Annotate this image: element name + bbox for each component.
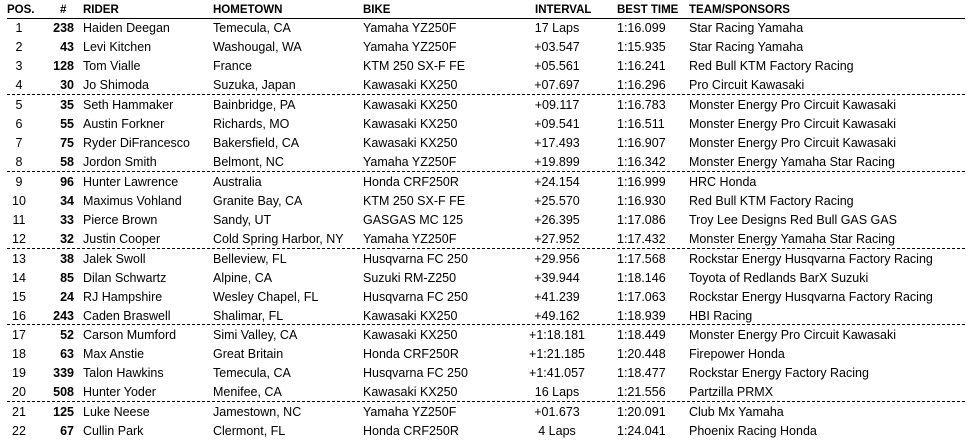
cell-best-time: 1:18.146: [617, 271, 666, 285]
cell-team: Firepower Honda: [689, 347, 785, 361]
cell-team: Pro Circuit Kawasaki: [689, 78, 805, 92]
cell-interval: +39.944: [534, 271, 580, 285]
cell-team: Star Racing Yamaha: [689, 21, 804, 35]
header-hometown: HOMETOWN: [213, 4, 283, 16]
table-row: [0, 383, 973, 401]
cell-number: 63: [60, 347, 74, 361]
cell-position: 9: [15, 175, 23, 189]
cell-hometown: Clermont, FL: [213, 424, 286, 438]
cell-hometown: Australia: [213, 175, 262, 189]
cell-hometown: Alpine, CA: [213, 271, 273, 285]
table-row: [0, 326, 973, 344]
cell-bike: Suzuki RM-Z250: [363, 271, 457, 285]
cell-rider: Cullin Park: [83, 424, 144, 438]
cell-hometown: Bainbridge, PA: [213, 98, 296, 112]
cell-bike: Kawasaki KX250: [363, 136, 458, 150]
cell-best-time: 1:18.939: [617, 309, 666, 323]
cell-bike: Kawasaki KX250: [363, 98, 458, 112]
cell-rider: Maximus Vohland: [83, 194, 182, 208]
cell-best-time: 1:16.511: [617, 117, 665, 131]
cell-number: 85: [60, 271, 74, 285]
cell-interval: +1:18.181: [529, 328, 585, 342]
cell-interval: +19.899: [534, 155, 580, 169]
cell-number: 38: [60, 252, 74, 266]
header-interval: INTERVAL: [535, 4, 592, 16]
cell-bike: KTM 250 SX-F FE: [363, 194, 466, 208]
cell-bike: KTM 250 SX-F FE: [363, 59, 466, 73]
cell-position: 21: [12, 405, 26, 419]
cell-bike: Honda CRF250R: [363, 175, 459, 189]
cell-best-time: 1:16.241: [617, 59, 666, 73]
cell-best-time: 1:16.783: [617, 98, 666, 112]
cell-number: 52: [60, 328, 74, 342]
table-row: [0, 192, 973, 210]
cell-team: Red Bull KTM Factory Racing: [689, 194, 854, 208]
table-row: [0, 364, 973, 382]
cell-number: 30: [60, 78, 74, 92]
cell-team: Monster Energy Yamaha Star Racing: [689, 155, 895, 169]
cell-hometown: Wesley Chapel, FL: [213, 290, 319, 304]
cell-best-time: 1:16.930: [617, 194, 666, 208]
cell-rider: Carson Mumford: [83, 328, 177, 342]
cell-rider: Austin Forkner: [83, 117, 165, 131]
table-row: [0, 288, 973, 306]
cell-team: Rockstar Energy Factory Racing: [689, 366, 869, 380]
cell-interval: +49.162: [534, 309, 580, 323]
table-row: [0, 57, 973, 75]
cell-interval: +07.697: [534, 78, 580, 92]
cell-position: 10: [12, 194, 26, 208]
cell-interval: +05.561: [534, 59, 580, 73]
cell-position: 22: [12, 424, 26, 438]
header-number: #: [60, 4, 67, 16]
cell-interval: +26.395: [534, 213, 580, 227]
table-row: [0, 269, 973, 287]
header-bike: BIKE: [363, 4, 391, 16]
cell-team: Toyota of Redlands BarX Suzuki: [689, 271, 869, 285]
cell-number: 32: [60, 232, 74, 246]
cell-hometown: Temecula, CA: [213, 366, 291, 380]
cell-interval: +41.239: [534, 290, 580, 304]
cell-rider: Caden Braswell: [83, 309, 171, 323]
group-divider: [7, 401, 965, 402]
cell-hometown: Granite Bay, CA: [213, 194, 303, 208]
cell-position: 19: [12, 366, 26, 380]
table-row: [0, 173, 973, 191]
cell-team: HBI Racing: [689, 309, 753, 323]
cell-hometown: Washougal, WA: [213, 40, 302, 54]
cell-interval: 17 Laps: [534, 21, 580, 35]
cell-hometown: Sandy, UT: [213, 213, 272, 227]
group-divider: [7, 248, 965, 249]
cell-best-time: 1:17.432: [617, 232, 666, 246]
cell-hometown: Simi Valley, CA: [213, 328, 298, 342]
cell-hometown: Great Britain: [213, 347, 284, 361]
cell-best-time: 1:16.099: [617, 21, 666, 35]
cell-team: Red Bull KTM Factory Racing: [689, 59, 854, 73]
header-best-time: BEST TIME: [617, 4, 679, 16]
cell-position: 20: [12, 385, 26, 399]
table-row: [0, 422, 973, 440]
cell-number: 128: [53, 59, 74, 73]
cell-bike: Yamaha YZ250F: [363, 40, 457, 54]
cell-best-time: 1:17.086: [617, 213, 666, 227]
cell-hometown: Richards, MO: [213, 117, 290, 131]
cell-position: 15: [12, 290, 26, 304]
header-team: TEAM/SPONSORS: [689, 4, 790, 16]
cell-interval: +24.154: [534, 175, 580, 189]
table-row: [0, 250, 973, 268]
cell-hometown: Suzuka, Japan: [213, 78, 296, 92]
table-row: [0, 403, 973, 421]
cell-number: 33: [60, 213, 74, 227]
cell-number: 67: [60, 424, 74, 438]
cell-best-time: 1:15.935: [617, 40, 666, 54]
cell-team: Monster Energy Pro Circuit Kawasaki: [689, 328, 897, 342]
cell-rider: Tom Vialle: [83, 59, 141, 73]
cell-rider: Luke Neese: [83, 405, 150, 419]
cell-team: Rockstar Energy Husqvarna Factory Racing: [689, 290, 933, 304]
cell-rider: Hunter Lawrence: [83, 175, 179, 189]
cell-team: Star Racing Yamaha: [689, 40, 804, 54]
cell-rider: RJ Hampshire: [83, 290, 163, 304]
cell-rider: Max Anstie: [83, 347, 145, 361]
cell-hometown: Bakersfield, CA: [213, 136, 300, 150]
cell-interval: +09.117: [534, 98, 580, 112]
cell-best-time: 1:20.091: [617, 405, 666, 419]
table-row: [0, 134, 973, 152]
cell-number: 243: [53, 309, 74, 323]
cell-number: 55: [60, 117, 74, 131]
cell-interval: +17.493: [534, 136, 580, 150]
cell-bike: Yamaha YZ250F: [363, 405, 457, 419]
cell-best-time: 1:17.063: [617, 290, 666, 304]
cell-number: 238: [53, 21, 74, 35]
cell-bike: Husqvarna FC 250: [363, 290, 468, 304]
cell-bike: Honda CRF250R: [363, 347, 459, 361]
cell-best-time: 1:16.296: [617, 78, 666, 92]
cell-rider: Jalek Swoll: [83, 252, 146, 266]
group-divider: [7, 171, 965, 172]
cell-best-time: 1:20.448: [617, 347, 666, 361]
cell-best-time: 1:16.907: [617, 136, 666, 150]
cell-rider: Pierce Brown: [83, 213, 158, 227]
cell-position: 5: [15, 98, 23, 112]
cell-team: HRC Honda: [689, 175, 757, 189]
cell-hometown: Belmont, NC: [213, 155, 284, 169]
table-row: [0, 115, 973, 133]
cell-rider: Seth Hammaker: [83, 98, 174, 112]
cell-interval: 16 Laps: [534, 385, 580, 399]
cell-number: 96: [60, 175, 74, 189]
cell-team: Rockstar Energy Husqvarna Factory Racing: [689, 252, 933, 266]
cell-rider: Ryder DiFrancesco: [83, 136, 190, 150]
table-row: [0, 307, 973, 325]
cell-hometown: Shalimar, FL: [213, 309, 284, 323]
table-row: [0, 230, 973, 248]
cell-interval: +01.673: [534, 405, 580, 419]
cell-number: 24: [60, 290, 74, 304]
cell-best-time: 1:16.999: [617, 175, 666, 189]
cell-position: 14: [12, 271, 26, 285]
cell-best-time: 1:18.449: [617, 328, 666, 342]
cell-hometown: Jamestown, NC: [213, 405, 302, 419]
cell-interval: +29.956: [534, 252, 580, 266]
cell-hometown: Cold Spring Harbor, NY: [213, 232, 344, 246]
cell-position: 11: [12, 213, 26, 227]
cell-team: Club Mx Yamaha: [689, 405, 784, 419]
cell-bike: Kawasaki KX250: [363, 309, 458, 323]
table-row: [0, 211, 973, 229]
cell-team: Monster Energy Pro Circuit Kawasaki: [689, 136, 897, 150]
cell-rider: Justin Cooper: [83, 232, 161, 246]
cell-position: 1: [15, 21, 23, 35]
cell-best-time: 1:16.342: [617, 155, 666, 169]
cell-position: 6: [15, 117, 23, 131]
cell-position: 7: [15, 136, 23, 150]
cell-best-time: 1:18.477: [617, 366, 666, 380]
cell-rider: Talon Hawkins: [83, 366, 164, 380]
cell-interval: +25.570: [534, 194, 580, 208]
cell-interval: +27.952: [534, 232, 580, 246]
table-row: [0, 38, 973, 56]
cell-bike: Kawasaki KX250: [363, 117, 458, 131]
cell-interval: +1:41.057: [529, 366, 585, 380]
cell-bike: Yamaha YZ250F: [363, 155, 457, 169]
cell-number: 43: [60, 40, 74, 54]
cell-team: Monster Energy Yamaha Star Racing: [689, 232, 895, 246]
cell-interval: +1:21.185: [529, 347, 585, 361]
cell-interval: +03.547: [534, 40, 580, 54]
cell-number: 508: [53, 385, 74, 399]
cell-number: 125: [53, 405, 74, 419]
cell-hometown: Menifee, CA: [213, 385, 282, 399]
cell-number: 339: [53, 366, 74, 380]
cell-hometown: Temecula, CA: [213, 21, 291, 35]
cell-position: 4: [15, 78, 23, 92]
cell-number: 75: [60, 136, 74, 150]
cell-number: 35: [60, 98, 74, 112]
cell-bike: Yamaha YZ250F: [363, 21, 457, 35]
cell-position: 16: [12, 309, 26, 323]
cell-interval: +09.541: [534, 117, 580, 131]
table-row: [0, 96, 973, 114]
cell-bike: Kawasaki KX250: [363, 78, 458, 92]
cell-number: 34: [60, 194, 74, 208]
cell-hometown: France: [213, 59, 252, 73]
cell-bike: Husqvarna FC 250: [363, 366, 468, 380]
cell-rider: Levi Kitchen: [83, 40, 152, 54]
cell-bike: Yamaha YZ250F: [363, 232, 457, 246]
cell-position: 2: [15, 40, 23, 54]
cell-position: 3: [15, 59, 23, 73]
cell-rider: Haiden Deegan: [83, 21, 170, 35]
cell-team: Phoenix Racing Honda: [689, 424, 817, 438]
cell-team: Monster Energy Pro Circuit Kawasaki: [689, 117, 897, 131]
cell-rider: Jordon Smith: [83, 155, 157, 169]
table-row: [0, 19, 973, 37]
cell-hometown: Belleview, FL: [213, 252, 287, 266]
cell-position: 8: [15, 155, 23, 169]
header-pos: POS.: [7, 4, 35, 16]
table-row: [0, 345, 973, 363]
cell-bike: Husqvarna FC 250: [363, 252, 468, 266]
cell-best-time: 1:21.556: [617, 385, 666, 399]
cell-position: 12: [12, 232, 26, 246]
group-divider: [7, 94, 965, 95]
cell-bike: GASGAS MC 125: [363, 213, 464, 227]
cell-best-time: 1:17.568: [617, 252, 666, 266]
cell-number: 58: [60, 155, 74, 169]
cell-bike: Kawasaki KX250: [363, 328, 458, 342]
cell-rider: Dilan Schwartz: [83, 271, 167, 285]
table-row: [0, 153, 973, 171]
header-rider: RIDER: [83, 4, 119, 16]
cell-best-time: 1:24.041: [617, 424, 666, 438]
group-divider: [7, 324, 965, 325]
cell-team: Partzilla PRMX: [689, 385, 774, 399]
cell-bike: Honda CRF250R: [363, 424, 459, 438]
cell-rider: Jo Shimoda: [83, 78, 150, 92]
table-row: [0, 76, 973, 94]
cell-team: Troy Lee Designs Red Bull GAS GAS: [689, 213, 897, 227]
cell-rider: Hunter Yoder: [83, 385, 156, 399]
cell-interval: 4 Laps: [538, 424, 576, 438]
cell-bike: Kawasaki KX250: [363, 385, 458, 399]
cell-team: Monster Energy Pro Circuit Kawasaki: [689, 98, 897, 112]
cell-position: 17: [12, 328, 26, 342]
cell-position: 18: [12, 347, 26, 361]
cell-position: 13: [12, 252, 26, 266]
